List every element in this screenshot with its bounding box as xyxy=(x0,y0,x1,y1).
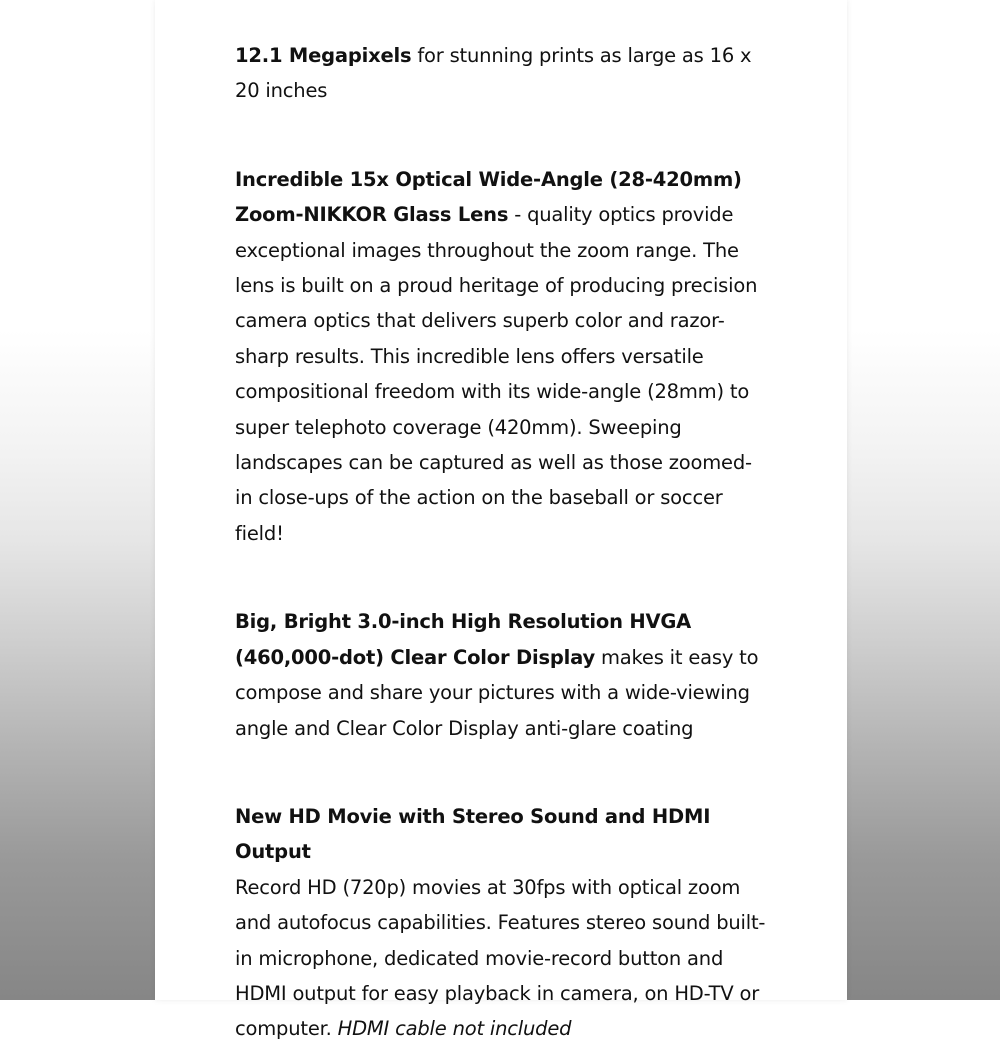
paragraph-spacer xyxy=(235,109,767,162)
feature-hd-movie xyxy=(235,799,767,1047)
feature-display xyxy=(235,604,767,746)
paragraph-spacer xyxy=(235,746,767,799)
feature-heading: Big, Bright 3.0-inch High Resolution HVGA (460,000-dot) Clear Color Display xyxy=(235,610,692,669)
feature-heading: 12.1 Megapixels xyxy=(235,44,412,67)
document-page xyxy=(155,0,847,1041)
feature-body: for stunning prints as large as 16 x 20 inches xyxy=(235,44,752,103)
feature-heading: Incredible 15x Optical Wide-Angle (28-420mm) Zoom-NIKKOR Glass Lens xyxy=(235,167,742,227)
feature-note: HDMI cable not included xyxy=(337,1017,572,1041)
feature-megapixels xyxy=(235,38,767,109)
feature-body: - quality optics provide exceptional images throughout the zoom range. The lens is built on a proud heritage of producing precision camera optics that delivers superb color and razor-sharp results. This incredible lens offers versatile compositional freedom with its wide-angle (28mm) to super telephoto coverage (420mm). Sweeping landscapes can be captured as well as those zoomed-in close-ups of the action on the baseball or soccer field! xyxy=(235,203,758,545)
paragraph-spacer xyxy=(235,551,767,604)
feature-lens xyxy=(235,162,767,551)
feature-heading: New HD Movie with Stereo Sound and HDMI Output xyxy=(235,804,711,864)
feature-body: Record HD (720p) movies at 30fps with optical zoom and autofocus capabilities. Features stereo sound built-in microphone, dedicated movie-record button and HDMI output for easy playback in camera, on HD-TV or computer. xyxy=(235,875,766,1041)
feature-list xyxy=(235,38,767,1047)
feature-body: makes it easy to compose and share your pictures with a wide-viewing angle and Clear Color Display anti-glare coating xyxy=(235,645,759,740)
